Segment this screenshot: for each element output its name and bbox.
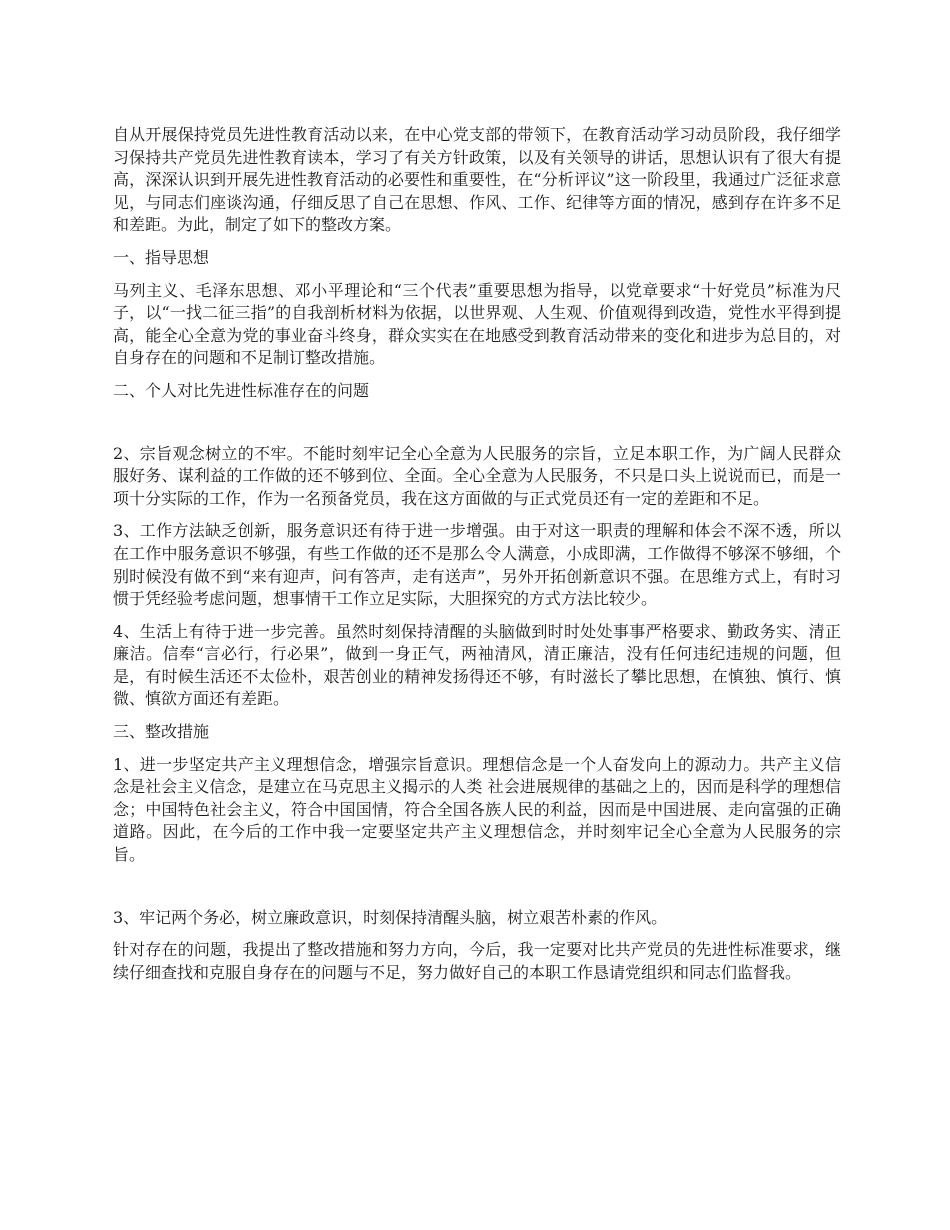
conclusion-paragraph: 针对存在的问题，我提出了整改措施和努力方向，今后，我一定要对比共产党员的先进性标准要求，继续仔细查找和克服自身存在的问题与不足，努力做好自己的本职工作恳请党组织和同志们监督我。	[113, 940, 841, 982]
section-2-item-3: 3、工作方法缺乏创新，服务意识还有待于进一步增强。由于对这一职责的理解和体会不深不透，所以在工作中服务意识不够强，有些工作做的还不是那么令人满意，小成即满，工作做得不够深不够细，个别时候没有做不到“来有迎声，问有答声，走有送声”，另外开拓创新意识不强。在思维方式上，有时习惯于凭经验考虑问题，想事情干工作立足实际，大胆探究的方式方法比较少。	[113, 521, 841, 609]
section-2-item-2: 2、宗旨观念树立的不牢。不能时刻牢记全心全意为人民服务的宗旨，立足本职工作，为广阔人民群众服好务、谋利益的工作做的还不够到位、全面。全心全意为人民服务，不只是口头上说说而已，而是一项十分实际的工作，作为一名预备党员，我在这方面做的与正式党员还有一定的差距和不足。	[113, 443, 841, 508]
section-3-heading: 三、整改措施	[113, 722, 210, 742]
section-3-item-1: 1、进一步坚定共产主义理想信念，增强宗旨意识。理想信念是一个人奋发向上的源动力。共产主义信念是社会主义信念，是建立在马克思主义揭示的人类 社会进展规律的基础之上的，因而是科学的理想信念；中国特色社会主义，符合中国国情，符合全国各族人民的利益，因而是中国进展、走向富强的正确道路。因此，在今后的工作中我一定要坚定共产主义理想信念，并时刻牢记全心全意为人民服务的宗旨。	[113, 754, 841, 865]
section-1-heading: 一、指导思想	[113, 247, 210, 267]
section-3-item-3: 3、牢记两个务必，树立廉政意识，时刻保持清醒头脑，树立艰苦朴素的作风。	[113, 907, 668, 927]
section-2-heading: 二、个人对比先进性标准存在的问题	[113, 380, 370, 400]
intro-paragraph: 自从开展保持党员先进性教育活动以来，在中心党支部的带领下，在教育活动学习动员阶段，我仔细学习保持共产党员先进性教育读本，学习了有关方针政策，以及有关领导的讲话，思想认识有了很大有提高，深深认识到开展先进性教育活动的必要性和重要性，在“分析评议”这一阶段里，我通过广泛征求意见，与同志们座谈沟通，仔细反思了自己在思想、作风、工作、纪律等方面的情况，感到存在许多不足和差距。为此，制定了如下的整改方案。	[113, 125, 841, 235]
section-1-paragraph: 马列主义、毛泽东思想、邓小平理论和“三个代表”重要思想为指导，以党章要求“十好党员”标准为尺子，以“一找二征三指”的自我剖析材料为依据，以世界观、人生观、价值观得到改造，党性水平得到提高，能全心全意为党的事业奋斗终身，群众实实在在地感受到教育活动带来的变化和进步为总目的，对自身存在的问题和不足制订整改措施。	[113, 280, 841, 368]
section-2-item-4: 4、生活上有待于进一步完善。虽然时刻保持清醒的头脑做到时时处处事事严格要求、勤政务实、清正廉洁。信奉“言必行，行必果”，做到一身正气，两袖清风，清正廉洁，没有任何违纪违规的问题，但是，有时候生活还不太俭朴，艰苦创业的精神发扬得还不够，有时滋长了攀比思想，在慎独、慎行、慎微、慎欲方面还有差距。	[113, 621, 841, 709]
blank-gap	[113, 413, 841, 443]
blank-gap	[113, 877, 841, 907]
document-body	[113, 124, 841, 994]
